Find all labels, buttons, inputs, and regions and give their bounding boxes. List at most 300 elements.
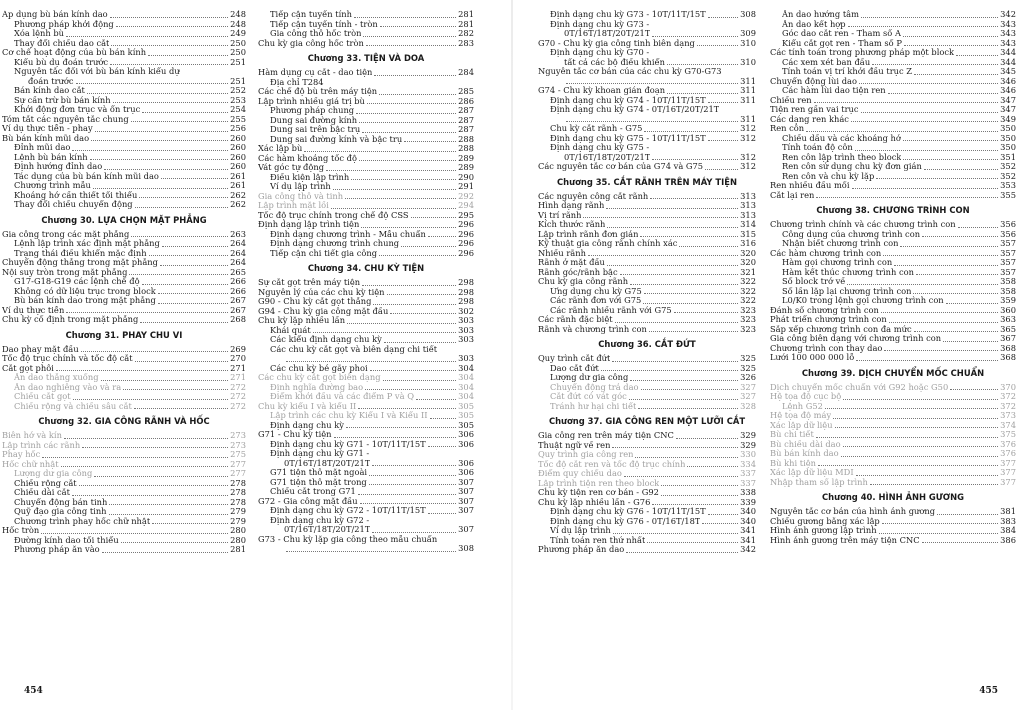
- entry-title: Vát góc tự động: [258, 163, 325, 172]
- dot-leader: [629, 399, 738, 400]
- toc-entry: [258, 297, 474, 307]
- entry-page-number: 347: [1000, 105, 1016, 114]
- entry-page-number: 272: [230, 401, 246, 411]
- toc-entry: [770, 440, 1016, 450]
- entry-title: Lập trình rãnh đơn giản: [538, 229, 639, 239]
- dot-leader: [387, 294, 457, 295]
- entry-page-number: 334: [740, 459, 756, 469]
- entry-page-number: 346: [1000, 76, 1016, 86]
- dot-leader: [708, 514, 738, 515]
- entry-title: Bù bán kính mũi dao: [2, 133, 90, 143]
- entry-title: Hàm kết thúc chương trình con: [782, 267, 914, 277]
- dot-leader: [142, 284, 229, 285]
- dot-leader: [833, 418, 998, 419]
- entry-page-number: 343: [1000, 38, 1016, 48]
- entry-page-number: 279: [230, 516, 246, 526]
- dot-leader: [679, 246, 738, 247]
- entry-title: Chuyển động thẳng trong mặt phẳng: [2, 258, 158, 267]
- chapter-heading: Chương 30. LỰA CHỌN MẶT PHẲNG: [41, 214, 207, 225]
- entry-page-number: 370: [1000, 382, 1016, 392]
- dot-leader: [111, 45, 228, 46]
- entry-page-number: 305: [458, 411, 474, 420]
- entry-title: 0T/16T/18T/20T/21T: [564, 152, 651, 162]
- dot-leader: [374, 75, 456, 76]
- toc-entry: [258, 373, 474, 383]
- dot-leader: [140, 322, 228, 323]
- toc-entry: [258, 316, 474, 326]
- entry-page-number: 337: [740, 469, 756, 478]
- entry-title: Chu kỳ gia công rãnh: [538, 277, 629, 286]
- entry-page-number: 373: [1000, 411, 1016, 420]
- entry-page-number: 292: [458, 191, 474, 201]
- entry-title: Dịch chuyển mốc chuẩn với G92 hoặc G50: [770, 382, 949, 392]
- entry-page-number: 329: [740, 431, 756, 440]
- entry-title: Chương trình con thay dao: [770, 343, 883, 353]
- entry-page-number: 281: [458, 10, 474, 19]
- dot-leader: [615, 322, 739, 323]
- dot-leader: [346, 427, 456, 428]
- toc-entry: [770, 258, 1016, 268]
- entry-title: Định dạng chu kỳ G76 - 0T/16T/18T: [550, 516, 701, 526]
- entry-title: Phương pháp ăn dao: [538, 545, 625, 554]
- chapter-heading: Chương 39. DỊCH CHUYỂN MỐC CHUẨN: [801, 367, 985, 378]
- dot-leader: [879, 533, 999, 534]
- toc-entry: [538, 239, 756, 249]
- dot-leader: [835, 427, 999, 428]
- entry-title: Nguyên lý của các chu kỳ tiện: [258, 287, 385, 297]
- entry-title: Đánh số chương trình con: [770, 305, 879, 315]
- entry-title: Chương trình chính và các chương trình con: [770, 220, 956, 229]
- entry-title: Định dạng chu kỳ G71 - 10T/11T/15T: [270, 439, 426, 449]
- toc-entry: [2, 58, 246, 68]
- dot-leader: [109, 504, 228, 505]
- dot-leader: [884, 350, 998, 351]
- toc-entry: [770, 153, 1016, 163]
- chapter-heading: Chương 37. GIA CÔNG REN MỘT LƯỠI CẮT: [548, 416, 746, 426]
- dot-leader: [334, 437, 457, 438]
- entry-title: G72 - Gia công mặt đầu: [258, 496, 358, 506]
- entry-page-number: 357: [1000, 248, 1016, 258]
- dot-leader: [852, 188, 999, 189]
- dot-leader: [635, 457, 738, 458]
- toc-entry: [258, 326, 474, 336]
- entry-page-number: 359: [1000, 296, 1016, 305]
- dot-leader: [566, 83, 738, 84]
- entry-page-number: 330: [740, 450, 756, 459]
- entry-page-number: 310: [740, 57, 756, 67]
- toc-entry: [2, 48, 246, 58]
- entry-page-number: 315: [740, 229, 756, 239]
- entry-page-number: 271: [230, 363, 246, 373]
- entry-page-number: 325: [740, 354, 756, 363]
- entry-page-number: 347: [1000, 95, 1016, 105]
- toc-entry: [258, 87, 474, 97]
- toc-entry: [538, 39, 756, 49]
- entry-page-number: 353: [1000, 181, 1016, 190]
- toc-entry: [258, 525, 474, 535]
- entry-page-number: 260: [230, 162, 246, 171]
- entry-title: Các rãnh đơn với G75: [550, 296, 642, 305]
- toc-entry: [2, 479, 246, 489]
- entry-page-number: 351: [1000, 152, 1016, 162]
- entry-title: Chu kỳ tiện ren cơ bản - G92: [538, 488, 659, 497]
- toc-entry: [258, 421, 474, 431]
- dot-leader: [76, 83, 229, 84]
- entry-page-number: 251: [230, 76, 246, 86]
- toc-entry: [258, 20, 474, 30]
- toc-entry: [258, 288, 474, 298]
- dot-leader: [345, 198, 456, 199]
- toc-entry: [2, 153, 246, 163]
- dot-leader: [148, 55, 228, 56]
- entry-page-number: 313: [740, 191, 756, 201]
- dot-leader: [943, 341, 998, 342]
- entry-page-number: 372: [1000, 392, 1016, 401]
- toc-entry: [2, 20, 246, 30]
- dot-leader: [428, 446, 456, 447]
- dot-leader: [843, 399, 998, 400]
- dot-leader: [806, 131, 998, 132]
- entry-page-number: 296: [458, 248, 474, 258]
- entry-page-number: 320: [740, 248, 756, 258]
- entry-title: Ví dụ thực tiễn: [2, 305, 65, 315]
- dot-leader: [647, 542, 738, 543]
- entry-title: Gia công thô và tinh: [258, 191, 344, 201]
- dot-leader: [851, 121, 998, 122]
- toc-entry: [538, 230, 756, 240]
- toc-entry: [770, 77, 1016, 87]
- toc-entry: [770, 239, 1016, 249]
- dot-leader: [674, 312, 739, 313]
- dot-leader: [583, 217, 738, 218]
- toc-entry: [770, 181, 1016, 191]
- entry-page-number: 343: [1000, 19, 1016, 29]
- entry-title: Dao cắt đứt: [550, 363, 599, 373]
- entry-title: Sự cắt gọt trên máy tiện: [258, 278, 361, 287]
- entry-title: Định dạng chu kỳ G73 -: [550, 19, 650, 29]
- entry-title: Chuyển động bán tinh: [14, 497, 108, 507]
- entry-title: Tính toán độ côn: [782, 143, 853, 152]
- toc-entry: [2, 124, 246, 134]
- entry-page-number: 289: [458, 153, 474, 163]
- entry-page-number: 312: [740, 124, 756, 133]
- entry-title: Nguyên tắc cơ bản của hình ảnh gương: [770, 507, 936, 516]
- toc-entry: [538, 450, 756, 460]
- dot-leader: [956, 55, 998, 56]
- dot-leader: [359, 122, 456, 123]
- dot-leader: [110, 17, 228, 18]
- entry-title: Các chu kỳ cắt gọt và biên dạng chi tiết: [270, 344, 438, 354]
- entry-title: Thay đổi chiều chuyển động: [14, 200, 133, 209]
- entry-title: Số block trở về: [782, 277, 846, 286]
- entry-page-number: 376: [1000, 439, 1016, 449]
- entry-page-number: 248: [230, 10, 246, 19]
- entry-page-number: 304: [458, 363, 474, 373]
- toc-entry: [2, 441, 246, 451]
- entry-page-number: 368: [1000, 353, 1016, 362]
- entry-title: Công dụng của chương trình con: [782, 229, 921, 239]
- dot-leader: [612, 361, 738, 362]
- entry-page-number: 343: [1000, 29, 1016, 38]
- dot-leader: [102, 552, 228, 553]
- entry-title: Lưới 100 000 000 lỗ: [770, 353, 855, 362]
- entry-page-number: 342: [1000, 10, 1016, 19]
- entry-page-number: 350: [1000, 124, 1016, 133]
- entry-page-number: 357: [1000, 239, 1016, 248]
- entry-title: Chiều cắt gọt: [14, 392, 71, 401]
- entry-page-number: 341: [740, 526, 756, 535]
- entry-page-number: 249: [230, 29, 246, 38]
- toc-entry: [258, 487, 474, 497]
- toc-entry: [2, 517, 246, 527]
- dot-leader: [652, 36, 738, 37]
- entry-title: Chiều ren: [770, 95, 812, 105]
- entry-title: Bù bán kính dao trong mặt phẳng: [14, 296, 156, 305]
- toc-entry: [538, 20, 756, 30]
- toc-entry: [2, 115, 246, 125]
- dot-leader: [383, 380, 457, 381]
- toc-entry: [2, 383, 246, 393]
- entry-page-number: 278: [230, 478, 246, 488]
- entry-title: Cơ chế hoạt động của bù bán kính: [2, 48, 147, 57]
- dot-leader: [661, 485, 738, 486]
- entry-title: G71 tiện thô mặt trong: [270, 477, 367, 487]
- toc-entry: [770, 526, 1016, 536]
- toc-entry: [2, 306, 246, 316]
- entry-title: đoán trước: [28, 76, 74, 86]
- toc-entry: [770, 86, 1016, 96]
- toc-entry: [258, 125, 474, 135]
- entry-page-number: 344: [1000, 57, 1016, 67]
- entry-title: 0T/16T/18T/20T/21T: [284, 525, 371, 534]
- toc-entry: [770, 172, 1016, 182]
- toc-entry: [538, 325, 756, 335]
- entry-page-number: 314: [740, 220, 756, 229]
- toc-entry: [770, 143, 1016, 153]
- dot-leader: [640, 236, 738, 237]
- entry-page-number: 320: [740, 258, 756, 267]
- toc-entry: [2, 230, 246, 240]
- dot-leader: [401, 246, 456, 247]
- entry-title: Tiếp cận tuyến tính - tròn: [270, 19, 378, 29]
- entry-title: Chương trình mẫu: [14, 181, 91, 190]
- toc-entry: [2, 373, 246, 383]
- entry-title: Bù chiều dài dao: [770, 439, 841, 449]
- entry-title: Tính toán ren thứ nhất: [550, 535, 646, 545]
- entry-page-number: 306: [458, 468, 474, 477]
- entry-title: Ví dụ lập trình: [270, 182, 331, 191]
- toc-entry: [538, 143, 756, 153]
- entry-title: Chu kỳ kiểu I và kiểu II: [258, 401, 357, 411]
- entry-page-number: 298: [458, 297, 474, 306]
- dot-leader: [606, 208, 738, 209]
- entry-title: Rãnh góc/rãnh bậc: [538, 267, 618, 277]
- toc-column-left-1: [2, 10, 246, 555]
- dot-leader: [644, 293, 738, 294]
- toc-entry: [2, 402, 246, 412]
- entry-title: Khái quát: [270, 325, 311, 335]
- entry-page-number: 358: [1000, 277, 1016, 286]
- entry-page-number: 377: [1000, 458, 1016, 468]
- dot-leader: [110, 64, 228, 65]
- entry-title: Các xem xét ban đầu: [782, 57, 871, 67]
- dot-leader: [872, 64, 998, 65]
- entry-title: Nguyên tắc cơ bản của các chu kỳ G70-G73: [538, 67, 722, 76]
- entry-page-number: 327: [740, 392, 756, 401]
- dot-leader: [814, 102, 999, 103]
- entry-title: Định dạng chu kỳ G71 -: [270, 449, 370, 458]
- toc-entry: [2, 181, 246, 191]
- chapter-heading: Chương 35. CẮT RÃNH TRÊN MÁY TIỆN: [557, 176, 737, 187]
- toc-entry: [538, 402, 756, 412]
- toc-entry: [538, 431, 756, 441]
- entry-page-number: 325: [740, 363, 756, 373]
- dot-leader: [351, 179, 456, 180]
- toc-entry: [770, 296, 1016, 306]
- toc-entry: [538, 86, 756, 96]
- entry-title: Chu kỳ lặp nhiều lần - G76: [538, 497, 651, 507]
- toc-entry: [258, 430, 474, 440]
- entry-page-number: 381: [1000, 507, 1016, 516]
- entry-page-number: 256: [230, 124, 246, 133]
- dot-leader: [643, 303, 738, 304]
- entry-title: Tốc độ cắt ren và tốc độ trục chính: [538, 459, 686, 469]
- toc-entry: [770, 507, 1016, 517]
- toc-entry: [538, 392, 756, 402]
- toc-entry: [538, 249, 756, 259]
- entry-page-number: 338: [740, 488, 756, 497]
- chapter-heading: Chương 34. CHU KỲ TIỆN: [307, 263, 425, 273]
- entry-title: Tóm tắt các nguyên tắc chung: [2, 114, 129, 124]
- entry-page-number: 337: [740, 478, 756, 488]
- dot-leader: [856, 360, 998, 361]
- entry-page-number: 253: [230, 95, 246, 105]
- entry-title: Chương trình phay hốc chữ nhật: [14, 516, 151, 526]
- toc-entry: [2, 354, 246, 364]
- dot-leader: [859, 83, 998, 84]
- entry-page-number: 291: [458, 182, 474, 191]
- dot-leader: [649, 331, 738, 332]
- entry-title: Sắp xếp chương trình con đa mức: [770, 324, 912, 334]
- entry-page-number: 345: [1000, 67, 1016, 76]
- dot-leader: [702, 523, 738, 524]
- dot-leader: [129, 274, 228, 275]
- entry-page-number: 306: [458, 430, 474, 439]
- toc-entry: [770, 58, 1016, 68]
- toc-entry: [258, 383, 474, 393]
- toc-column-right-2: [770, 10, 1016, 545]
- toc-entry: [2, 296, 246, 306]
- dot-leader: [626, 552, 738, 553]
- entry-title: Gia công ren trên máy tiện CNC: [538, 431, 674, 440]
- toc-entry: [538, 479, 756, 489]
- toc-entry: [538, 201, 756, 211]
- dot-leader: [379, 255, 456, 256]
- toc-entry: [258, 201, 474, 211]
- toc-entry: [258, 249, 474, 259]
- dot-leader: [708, 17, 738, 18]
- toc-entry: [258, 154, 474, 164]
- entry-title: Chu kỳ lặp nhiều lần: [258, 316, 346, 325]
- toc-entry: [258, 402, 474, 412]
- toc-entry: [770, 67, 1016, 77]
- toc-entry: [538, 526, 756, 536]
- entry-page-number: 272: [230, 382, 246, 392]
- entry-title: Phay hốc: [2, 450, 41, 459]
- dot-leader: [304, 151, 456, 152]
- entry-page-number: 296: [458, 220, 474, 229]
- entry-title: Định dạng chu kỳ G76 - 10T/11T/15T: [550, 507, 706, 516]
- entry-page-number: 323: [740, 315, 756, 324]
- entry-page-number: 310: [740, 38, 756, 48]
- dot-leader: [881, 312, 998, 313]
- entry-page-number: 262: [230, 190, 246, 200]
- toc-entry: [2, 526, 246, 536]
- toc-entry: [258, 10, 474, 20]
- toc-entry: [538, 315, 756, 325]
- dot-leader: [950, 389, 998, 390]
- entry-title: Các hàm lùi dao tiện ren: [782, 86, 886, 95]
- entry-page-number: 308: [458, 544, 474, 553]
- entry-page-number: 323: [740, 324, 756, 334]
- toc-entry: [770, 430, 1016, 440]
- toc-entry: [538, 373, 756, 383]
- entry-page-number: 273: [230, 431, 246, 440]
- dot-leader: [131, 121, 229, 122]
- toc-entry: [258, 544, 474, 554]
- toc-entry: [2, 345, 246, 355]
- toc-entry: [258, 39, 474, 49]
- entry-page-number: 248: [230, 19, 246, 29]
- toc-entry: [2, 392, 246, 402]
- entry-title: Dao phay mặt đầu: [2, 344, 79, 354]
- dot-leader: [870, 484, 998, 485]
- dot-leader: [903, 36, 998, 37]
- toc-entry: [538, 469, 756, 479]
- toc-entry: [2, 96, 246, 106]
- dot-leader: [369, 484, 456, 485]
- entry-title: Lập trình nhiều giá trị bù: [258, 96, 365, 106]
- dot-leader: [333, 189, 456, 190]
- dot-leader: [958, 227, 999, 228]
- toc-entry: [770, 459, 1016, 469]
- entry-title: Đỉnh mũi dao: [14, 143, 71, 152]
- entry-title: Ren côn lập trình theo block: [782, 152, 902, 162]
- entry-title: Chu kỳ cắt rãnh - G75: [550, 124, 643, 133]
- entry-title: Định hướng đỉnh dao: [14, 162, 103, 171]
- entry-page-number: 356: [1000, 220, 1016, 229]
- entry-page-number: 263: [230, 229, 246, 239]
- toc-entry: [770, 449, 1016, 459]
- entry-page-number: 285: [458, 87, 474, 96]
- toc-entry: [258, 97, 474, 107]
- toc-entry: [2, 498, 246, 508]
- toc-entry: [538, 460, 756, 470]
- entry-title: Thay đổi chiều dao cắt: [14, 38, 110, 48]
- toc-entry: [258, 192, 474, 202]
- toc-entry: [2, 105, 246, 115]
- dot-leader: [818, 465, 998, 466]
- entry-page-number: 368: [1000, 343, 1016, 353]
- toc-entry: [770, 20, 1016, 30]
- entry-page-number: 302: [458, 306, 474, 316]
- entry-page-number: 296: [458, 239, 474, 248]
- entry-title: Hình dạng rãnh: [538, 201, 605, 210]
- entry-title: Khởi động đơn trục và ổn trục: [14, 105, 141, 114]
- entry-page-number: 265: [230, 267, 246, 277]
- entry-page-number: 294: [458, 201, 474, 210]
- dot-leader: [373, 304, 456, 305]
